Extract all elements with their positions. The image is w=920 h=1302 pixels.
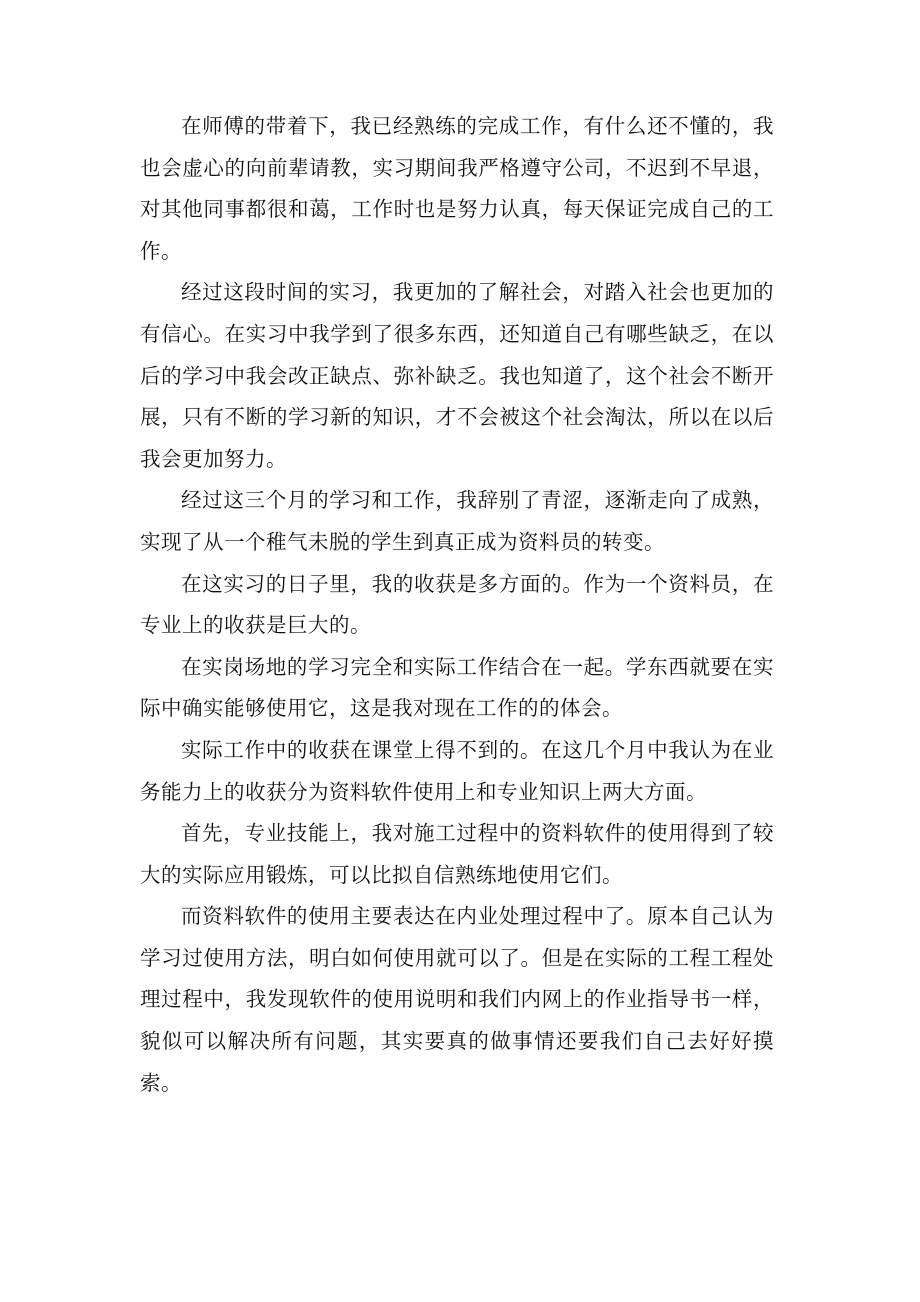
paragraph: 在师傅的带着下，我已经熟练的完成工作，有什么还不懂的，我也会虚心的向前辈请教，实习期间我严格遵守公司，不迟到不早退，对其他同事都很和蔼，工作时也是努力认真，每天保证完成自己的工作。 xyxy=(140,114,774,263)
paragraph: 经过这段时间的实习，我更加的了解社会，对踏入社会也更加的有信心。在实习中我学到了很多东西，还知道自己有哪些缺乏，在以后的学习中我会改正缺点、弥补缺乏。我也知道了，这个社会不断开展，只有不断的学习新的知识，才不会被这个社会淘汰，所以在以后我会更加努力。 xyxy=(140,280,774,471)
paragraph: 而资料软件的使用主要表达在内业处理过程中了。原本自己认为学习过使用方法，明白如何使用就可以了。但是在实际的工程工程处理过程中，我发现软件的使用说明和我们内网上的作业指导书一样，貌似可以解决所有问题，其实要真的做事情还要我们自己去好好摸索。 xyxy=(140,904,774,1095)
paragraph: 在这实习的日子里，我的收获是多方面的。作为一个资料员，在专业上的收获是巨大的。 xyxy=(140,571,774,638)
paragraph: 首先，专业技能上，我对施工过程中的资料软件的使用得到了较大的实际应用锻炼，可以比拟自信熟练地使用它们。 xyxy=(140,821,774,887)
document-body xyxy=(140,106,774,1104)
paragraph: 经过这三个月的学习和工作，我辞别了青涩，逐渐走向了成熟，实现了从一个稚气未脱的学生到真正成为资料员的转变。 xyxy=(140,488,774,554)
paragraph: 在实岗场地的学习完全和实际工作结合在一起。学东西就要在实际中确实能够使用它，这是我对现在工作的的体会。 xyxy=(140,654,774,721)
paragraph: 实际工作中的收获在课堂上得不到的。在这几个月中我认为在业务能力上的收获分为资料软件使用上和专业知识上两大方面。 xyxy=(140,737,774,804)
